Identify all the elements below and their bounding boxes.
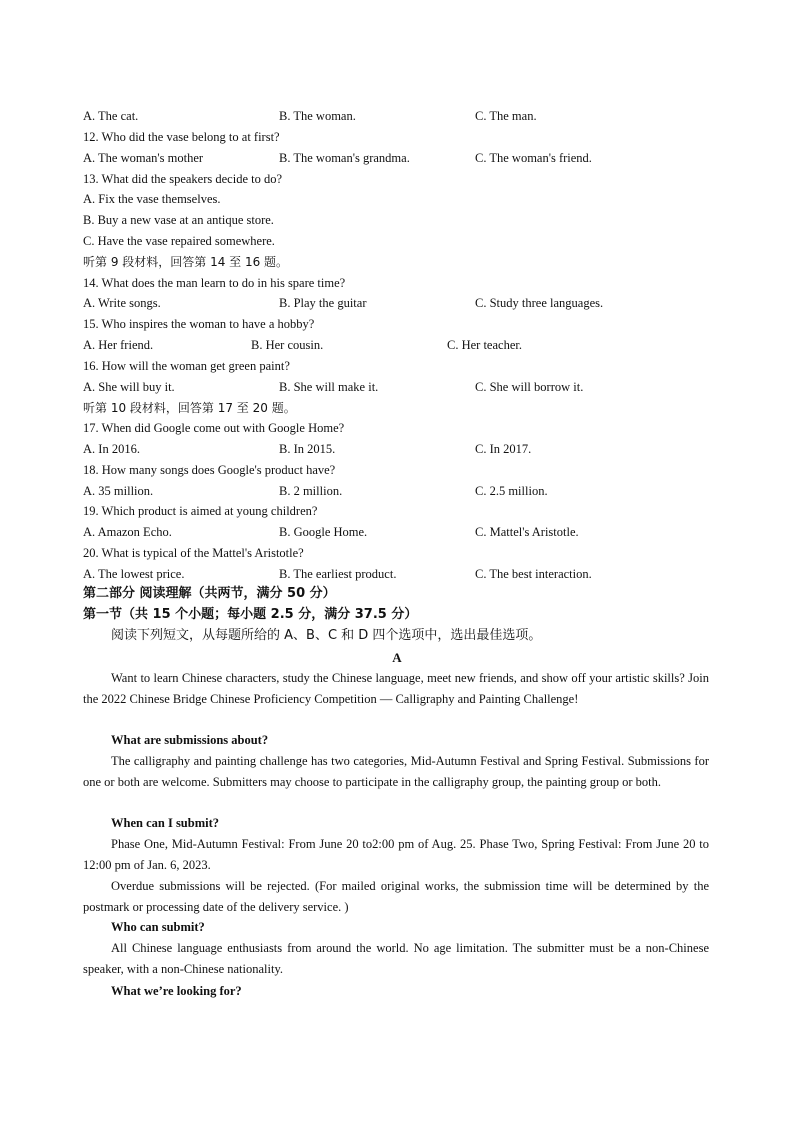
passage-letter: A [392,650,402,665]
heading-when-submit: When can I submit? [111,816,220,830]
q15-stem: 15. Who inspires the woman to have a hobby? [83,317,315,331]
paragraph-eligibility: All Chinese language enthusiasts from around the world. No age limitation. The submitter must be a non-Chinese speaker, with a non-Chinese nationality. [83,941,709,976]
q11-options [83,108,723,124]
option-a: A. Amazon Echo. [83,525,172,539]
q14-stem: 14. What does the man learn to do in his spare time? [83,276,346,290]
option-a: A. The woman's mother [83,151,204,165]
option-c: C. Study three languages. [475,296,604,310]
option-a: A. The cat. [83,109,139,123]
option-b: B. 2 million. [279,484,343,498]
option-a: A. The lowest price. [83,567,185,581]
option-b: B. The earliest product. [279,567,397,581]
q16-options [83,379,723,395]
q12-stem: 12. Who did the vase belong to at first? [83,130,280,144]
q16-stem: 16. How will the woman get green paint? [83,359,290,373]
heading-looking-for: What we’re looking for? [111,984,242,998]
q12-options [83,150,723,166]
option-c: C. Mattel's Aristotle. [475,525,579,539]
section-10-instruction: 听第 10 段材料，回答第 17 至 20 题。 [83,401,296,415]
option-a: A. She will buy it. [83,380,175,394]
q15-options [83,337,723,353]
option-b: B. In 2015. [279,442,336,456]
option-c: C. Her teacher. [447,338,522,352]
heading-who-submit: Who can submit? [111,920,205,934]
option-b: B. Her cousin. [251,338,324,352]
part-2-title: 第二部分 阅读理解（共两节，满分 50 分） [83,586,336,601]
q13-option-b: B. Buy a new vase at an antique store. [83,213,274,227]
heading-submissions-about: What are submissions about? [111,733,269,747]
q19-stem: 19. Which product is aimed at young children? [83,504,318,518]
q13-option-c: C. Have the vase repaired somewhere. [83,234,275,248]
option-c: C. 2.5 million. [475,484,548,498]
option-b: B. The woman's grandma. [279,151,410,165]
q17-stem: 17. When did Google come out with Google Home? [83,421,345,435]
section-9-instruction: 听第 9 段材料，回答第 14 至 16 题。 [83,255,289,269]
option-a: A. Write songs. [83,296,161,310]
option-c: C. The man. [475,109,537,123]
q19-options [83,524,723,540]
section-1-title: 第一节（共 15 个小题；每小题 2.5 分，满分 37.5 分） [83,607,418,622]
option-a: A. 35 million. [83,484,154,498]
option-c: C. In 2017. [475,442,532,456]
option-b: B. Google Home. [279,525,368,539]
paragraph-phases: Phase One, Mid-Autumn Festival: From June 20 to2:00 pm of Aug. 25. Phase Two, Spring Festival: From June 20 to 12:00 pm of Jan. 6, 2023. [83,837,709,872]
option-c: C. The best interaction. [475,567,592,581]
option-b: B. She will make it. [279,380,379,394]
option-c: C. She will borrow it. [475,380,584,394]
q20-options [83,566,723,582]
paragraph-categories: The calligraphy and painting challenge has two categories, Mid-Autumn Festival and Spring Festival. Submissions for one or both are welcome. Submitters may choose to participate in the calligraphy group, the painting group or both. [83,754,709,789]
q14-options [83,295,723,311]
paragraph-overdue: Overdue submissions will be rejected. (For mailed original works, the submission time will be determined by the postmark or processing date of the delivery service. ) [83,879,709,914]
option-a: A. Her friend. [83,338,154,352]
option-b: B. The woman. [279,109,356,123]
option-b: B. Play the guitar [279,296,367,310]
q13-stem: 13. What did the speakers decide to do? [83,172,283,186]
option-c: C. The woman's friend. [475,151,592,165]
option-a: A. In 2016. [83,442,140,456]
q18-stem: 18. How many songs does Google's product have? [83,463,336,477]
q18-options [83,483,723,499]
q13-option-a: A. Fix the vase themselves. [83,192,221,206]
q20-stem: 20. What is typical of the Mattel's Aristotle? [83,546,304,560]
reading-instruction: 阅读下列短文，从每题所给的 A、B、C 和 D 四个选项中，选出最佳选项。 [111,628,542,643]
q17-options [83,441,723,457]
passage-intro: Want to learn Chinese characters, study the Chinese language, meet new friends, and show off your artistic skills? Join the 2022 Chinese Bridge Chinese Proficiency Competition — Calligraphy and Painting Challenge! [83,671,709,706]
